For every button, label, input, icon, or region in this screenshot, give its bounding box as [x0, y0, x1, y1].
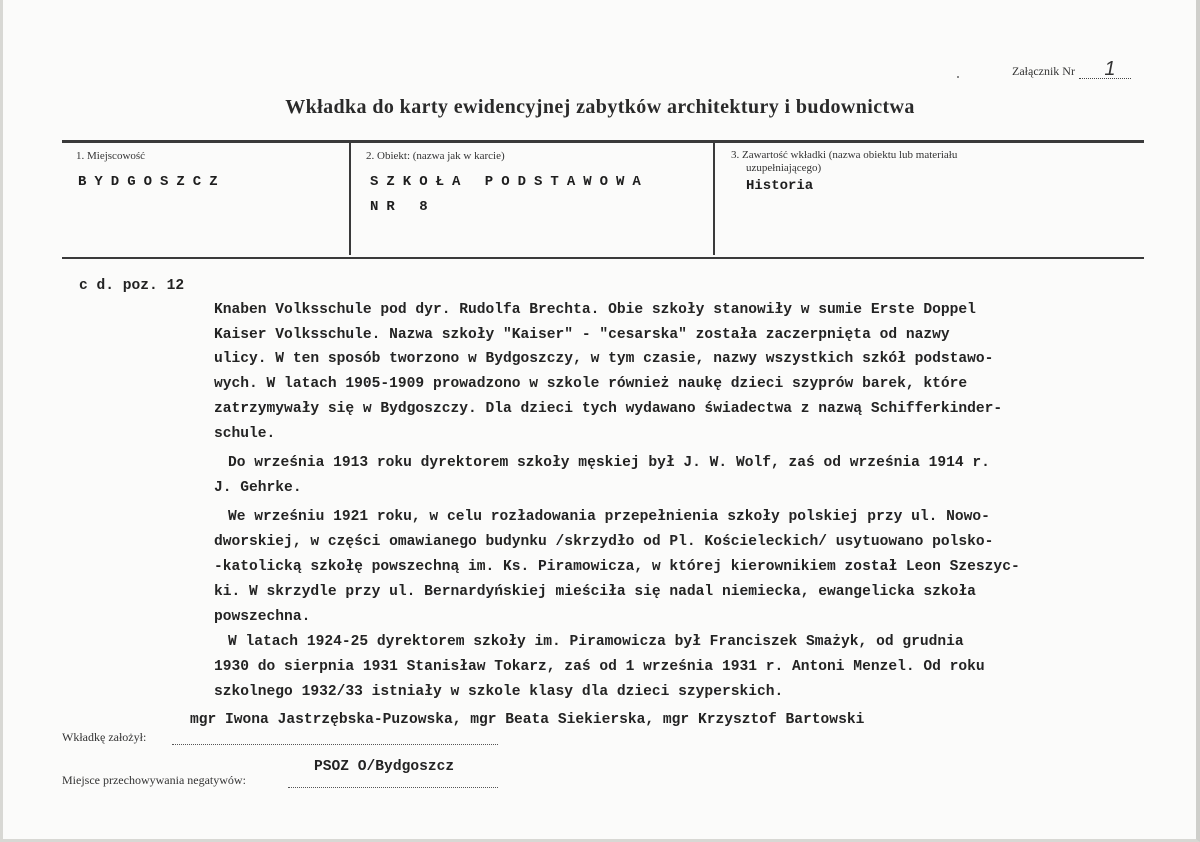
body-line: Do września 1913 roku dyrektorem szkoły męskiej był J. W. Wolf, zaś od września 1914 r.	[228, 455, 990, 471]
object-label: 2. Obiekt: (nazwa jak w karcie)	[366, 150, 505, 162]
body-line: ulicy. W ten sposób tworzono w Bydgoszczy, w tym czasie, nazwy wszystkich szkół podstawo-	[214, 351, 994, 367]
stray-mark	[957, 76, 959, 78]
body-line: J. Gehrke.	[214, 480, 302, 496]
column-divider-2	[713, 140, 715, 255]
object-value-line2: NR 8	[370, 199, 436, 215]
storage-label: Miejsce przechowywania negatywów:	[62, 773, 246, 787]
locality-label: 1. Miejscowość	[76, 150, 146, 162]
body-line: zatrzymywały się w Bydgoszczy. Dla dzieci tych wydawano świadectwa z nazwą Schifferkinder-	[214, 401, 1003, 417]
body-line: wych. W latach 1905-1909 prowadzono w szkole również naukę dzieci szyprów barek, które	[214, 376, 968, 392]
body-line: szkolnego 1932/33 istniały w szkole klasy dla dzieci szyperskich.	[214, 684, 784, 700]
page-title: Wkładka do karty ewidencyjnej zabytków architektury i budownictwa	[285, 96, 915, 118]
body-line: schule.	[214, 426, 276, 442]
content-label-line2: uzupełniającego)	[746, 162, 822, 174]
body-line: Knaben Volksschule pod dyr. Rudolfa Brechta. Obie szkoły stanowiły w sumie Erste Doppel	[214, 302, 976, 318]
column-divider-1	[349, 140, 351, 255]
body-line: dworskiej, w części omawianego budynku /skrzydło od Pl. Kościeleckich/ usytuowano polsko-	[214, 534, 994, 550]
body-line: ki. W skrzydle przy ul. Bernardyńskiej mieściła się nadal niemiecka, ewangelicka szkoła	[214, 584, 976, 600]
annex-number	[1012, 58, 1131, 80]
content-label-line1: 3. Zawartość wkładki (nazwa obiektu lub materiału	[731, 149, 958, 161]
author-dotline	[172, 744, 498, 745]
content-value: Historia	[746, 178, 814, 194]
body-line: W latach 1924-25 dyrektorem szkoły im. Piramowicza był Franciszek Smażyk, od grudnia	[228, 634, 964, 650]
author-label: Wkładkę założył:	[62, 730, 147, 744]
object-value-line1: SZKOŁA PODSTAWOWA	[370, 174, 649, 190]
header-table	[62, 140, 1144, 259]
body-line: Kaiser Volksschule. Nazwa szkoły "Kaiser" - "cesarska" została zaczerpnięta od nazwy	[214, 327, 950, 343]
locality-value: BYDGOSZCZ	[78, 174, 226, 190]
body-line: 1930 do sierpnia 1931 Stanisław Tokarz, zaś od 1 września 1931 r. Antoni Menzel. Od roku	[214, 659, 985, 675]
annex-number-value: 1	[1104, 58, 1116, 80]
storage-dotline	[288, 787, 498, 788]
body-line: c d. poz. 12	[79, 278, 185, 294]
author-value: mgr Iwona Jastrzębska-Puzowska, mgr Beata Siekierska, mgr Krzysztof Bartowski	[190, 712, 865, 728]
body-line: powszechna.	[214, 609, 311, 625]
annex-label: Załącznik Nr	[1012, 64, 1075, 78]
storage-value: PSOZ O/Bydgoszcz	[314, 759, 455, 775]
body-line: We wrześniu 1921 roku, w celu rozładowania przepełnienia szkoły polskiej przy ul. Nowo-	[228, 509, 990, 525]
body-line: -katolicką szkołę powszechną im. Ks. Piramowicza, w której kierownikiem został Leon Szeszyc-	[214, 559, 1020, 575]
annex-number-field	[1079, 58, 1131, 80]
